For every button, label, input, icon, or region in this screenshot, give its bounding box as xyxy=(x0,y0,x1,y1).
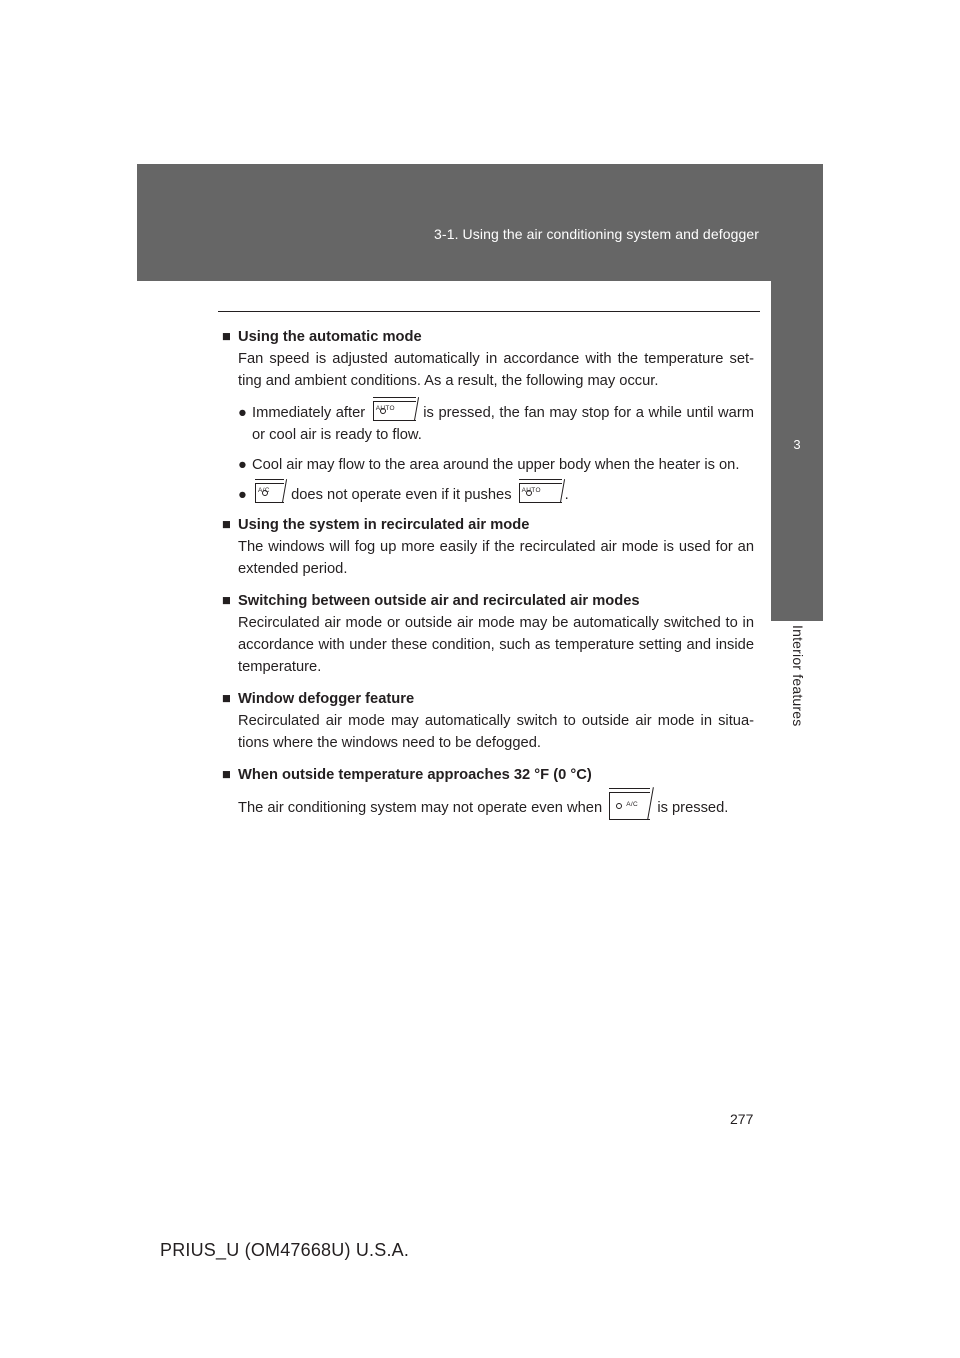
section-heading: ■ Window defogger feature xyxy=(222,688,754,710)
square-bullet-icon: ■ xyxy=(222,593,231,609)
paragraph: The air conditioning system may not operate even when A/C is pressed. xyxy=(238,794,754,822)
chapter-header xyxy=(137,164,823,281)
page-number: 277 xyxy=(730,1111,754,1127)
list-item: ● Immediately after AUTO is pressed, the fan may stop for a while until warm or cool air is ready to flow. xyxy=(238,402,754,446)
section-heading: ■ Using the automatic mode xyxy=(222,326,754,348)
auto-button-icon: AUTO xyxy=(373,401,416,421)
square-bullet-icon: ■ xyxy=(222,767,231,783)
square-bullet-icon: ■ xyxy=(222,691,231,707)
square-bullet-icon: ■ xyxy=(222,517,231,533)
side-tab-number: 3 xyxy=(793,437,801,452)
page-content xyxy=(222,326,754,832)
paragraph: Recirculated air mode or outside air mode may be automatically switched to in accordance with under these condition, such as temperature setting and inside temperature. xyxy=(238,615,754,675)
paragraph: Recirculated air mode may automatically switch to outside air mode in situa-tions where the windows need to be defogged. xyxy=(238,713,754,751)
section-heading: ■ Switching between outside air and recirculated air modes xyxy=(222,590,754,612)
paragraph: Fan speed is adjusted automatically in accordance with the temperature set-ting and ambient conditions. As a result, the following may occur. xyxy=(238,351,754,389)
section-heading: ■ When outside temperature approaches 32 °F (0 °C) xyxy=(222,764,754,786)
document-footer: PRIUS_U (OM47668U) U.S.A. xyxy=(160,1240,410,1260)
side-tab-label: Interior features xyxy=(790,625,806,727)
ac-button-icon: A/C xyxy=(255,483,284,503)
section-rule xyxy=(218,311,760,312)
circle-bullet-icon: ● xyxy=(238,487,247,503)
auto-button-icon: AUTO xyxy=(519,483,562,503)
chapter-title: 3-1. Using the air conditioning system and defogger xyxy=(434,226,759,242)
square-bullet-icon: ■ xyxy=(222,329,231,345)
paragraph: The windows will fog up more easily if the recirculated air mode is used for an extended period. xyxy=(238,539,754,577)
list-item: ● A/C does not operate even if it pushes AUTO . xyxy=(238,484,754,506)
section-heading: ■ Using the system in recirculated air mode xyxy=(222,514,754,536)
ac-button-icon: A/C xyxy=(609,792,650,820)
circle-bullet-icon: ● xyxy=(238,457,247,473)
list-item: ● Cool air may flow to the area around the upper body when the heater is on. xyxy=(238,454,754,476)
circle-bullet-icon: ● xyxy=(238,405,247,421)
